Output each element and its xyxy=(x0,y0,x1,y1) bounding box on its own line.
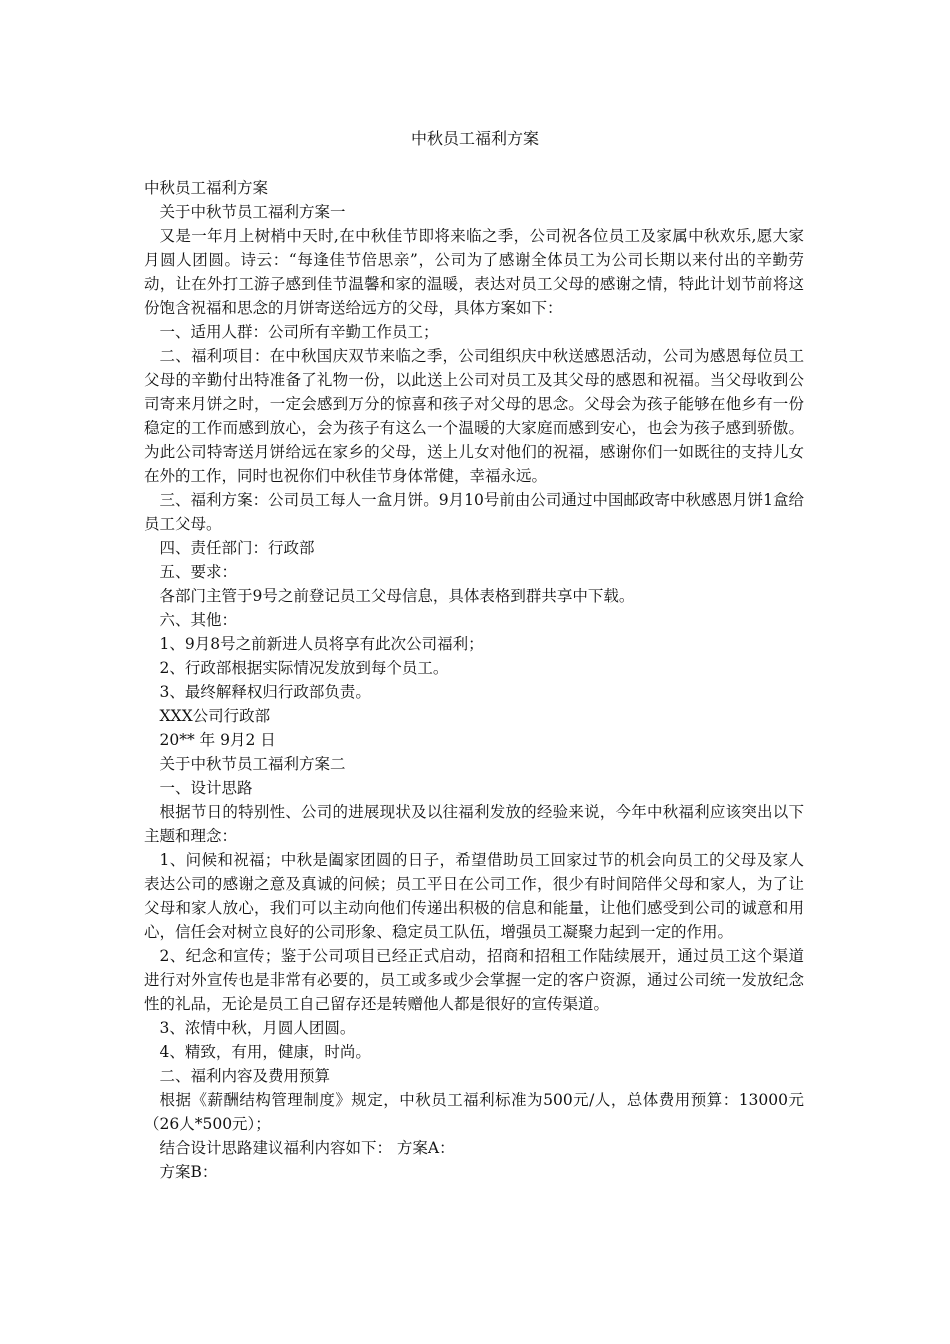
document-body xyxy=(144,176,804,1184)
paragraph-requirements: 各部门主管于9号之前登记员工父母信息，具体表格到群共享中下载。 xyxy=(159,587,635,605)
paragraph-design-heading: 一、设计思路 xyxy=(159,779,253,797)
paragraph-other-item-2: 2、行政部根据实际情况发放到每个员工。 xyxy=(159,659,449,677)
paragraph-design-item-3: 3、浓情中秋，月圆人团圆。 xyxy=(159,1019,356,1037)
paragraph-budget-heading: 二、福利内容及费用预算 xyxy=(159,1067,331,1085)
paragraph-requirements-heading: 五、要求： xyxy=(159,563,238,581)
paragraph-benefit-plan: 三、福利方案：公司员工每人一盒月饼。9月10号前由公司通过中国邮政寄中秋感恩月饼1盒给员工父母。 xyxy=(144,491,804,533)
paragraph-design-item-2: 2、纪念和宣传；鉴于公司项目已经正式启动，招商和招租工作陆续展开，通过员工这个渠道进行对外宣传也是非常有必要的，员工或多或少会掌握一定的客户资源，通过公司统一发放纪念性的礼品，无论是员工自己留存还是转赠他人都是很好的宣传渠道。 xyxy=(144,947,804,1013)
document-title: 中秋员工福利方案 xyxy=(410,129,539,148)
paragraph-other-heading: 六、其他： xyxy=(159,611,238,629)
paragraph-plan-b: 方案B： xyxy=(159,1163,218,1181)
paragraph-responsible-dept: 四、责任部门：行政部 xyxy=(159,539,315,557)
section-heading-plan-two: 关于中秋节员工福利方案二 xyxy=(159,755,346,773)
paragraph-other-item-1: 1、9月8号之前新进人员将享有此次公司福利； xyxy=(159,635,484,653)
paragraph-design-item-1: 1、问候和祝福；中秋是阖家团圆的日子，希望借助员工回家过节的机会向员工的父母及家人表达公司的感谢之意及真诚的问候；员工平日在公司工作，很少有时间陪伴父母和家人，为了让父母和家人放心，我们可以主动向他们传递出积极的信息和能量，让他们感受到公司的诚意和用心，信任会对树立良好的公司形象、稳定员工队伍，增强员工凝聚力起到一定的作用。 xyxy=(144,851,804,941)
paragraph-other-item-3: 3、最终解释权归行政部负责。 xyxy=(159,683,371,701)
paragraph-design-item-4: 4、精致，有用，健康，时尚。 xyxy=(159,1043,371,1061)
paragraph-target-group: 一、适用人群：公司所有辛勤工作员工； xyxy=(159,323,439,341)
section-heading-plan-one: 关于中秋节员工福利方案一 xyxy=(159,203,346,221)
paragraph-benefit-item: 二、福利项目：在中秋国庆双节来临之季，公司组织庆中秋送感恩活动，公司为感恩每位员工父母的辛勤付出特准备了礼物一份，以此送上公司对员工及其父母的感恩和祝福。当父母收到公司寄来月饼之时，一定会感到万分的惊喜和孩子对父母的思念。父母会为孩子能够在他乡有一份稳定的工作而感到放心，会为孩子有这么一个温暖的大家庭而感到安心，也会为孩子感到骄傲。为此公司特寄送月饼给远在家乡的父母，送上儿女对他们的祝福，感谢你们一如既往的支持儿女在外的工作，同时也祝你们中秋佳节身体常健，幸福永远。 xyxy=(144,347,804,485)
paragraph-plan-a: 结合设计思路建议福利内容如下： 方案A： xyxy=(159,1139,455,1157)
paragraph-intro: 又是一年月上树梢中天时,在中秋佳节即将来临之季，公司祝各位员工及家属中秋欢乐,愿大家月圆人团圆。诗云：“每逢佳节倍思亲”，公司为了感谢全体员工为公司长期以来付出的辛勤劳动，让在外打工游子感到佳节温馨和家的温暖，表达对员工父母的感谢之情，特此计划节前将这份饱含祝福和思念的月饼寄送给远方的父母，具体方案如下： xyxy=(144,227,804,317)
body-heading: 中秋员工福利方案 xyxy=(144,179,269,197)
paragraph-budget: 根据《薪酬结构管理制度》规定，中秋员工福利标准为500元/人，总体费用预算：13000元（26人*500元）； xyxy=(144,1091,804,1133)
signature-date: 20** 年 9月2 日 xyxy=(159,731,276,749)
paragraph-design-intro: 根据节日的特别性、公司的进展现状及以往福利发放的经验来说，今年中秋福利应该突出以下主题和理念： xyxy=(144,803,804,845)
signature-department: XXX公司行政部 xyxy=(159,707,271,725)
